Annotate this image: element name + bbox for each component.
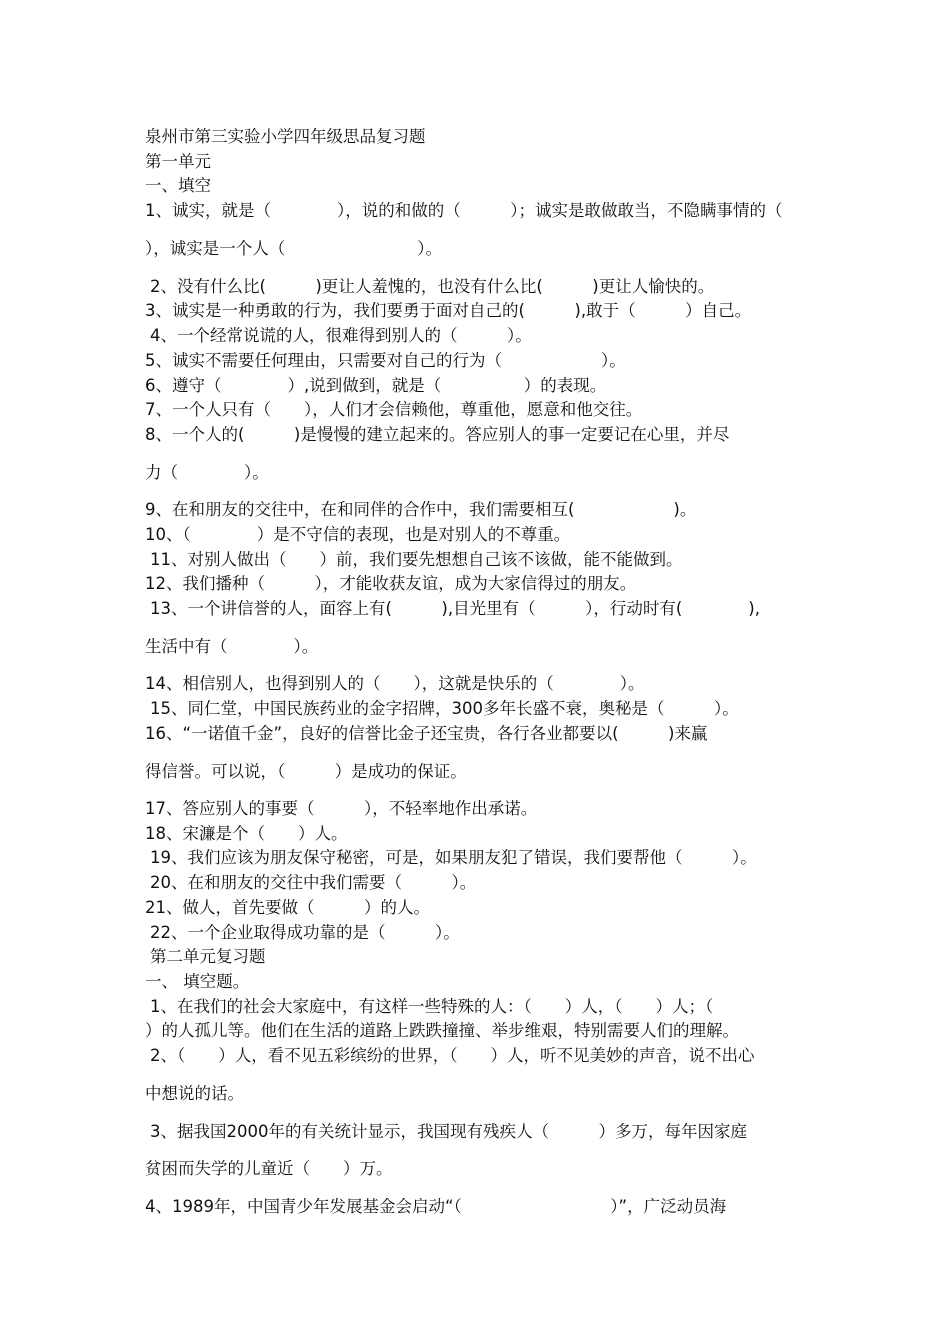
question-line: 生活中有（ ）。 <box>145 637 319 656</box>
question-line: 10、（ ）是不守信的表现，也是对别人的不尊重。 <box>145 525 571 544</box>
question-line: 9、在和朋友的交往中，在和同伴的合作中，我们需要相互( )。 <box>145 500 697 519</box>
question-line: 13、一个讲信誉的人，面容上有( ),目光里有（ ），行动时有( ), <box>150 599 760 618</box>
question-line: 21、做人，首先要做（ ）的人。 <box>145 898 430 917</box>
question-line: 2、没有什么比( )更让人羞愧的，也没有什么比( )更让人愉快的。 <box>150 277 715 296</box>
question-line: 1、在我们的社会大家庭中，有这样一些特殊的人：（ ）人，（ ）人；（ <box>150 997 714 1016</box>
question-line: 7、一个人只有（ ），人们才会信赖他，尊重他，愿意和他交往。 <box>145 400 643 419</box>
question-line: 15、同仁堂，中国民族药业的金字招牌，300多年长盛不衰，奥秘是（ ）。 <box>150 699 739 718</box>
question-line: 19、我们应该为朋友保守秘密，可是，如果朋友犯了错误，我们要帮他（ ）。 <box>150 848 757 867</box>
question-line: 18、宋濂是个（ ）人。 <box>145 824 348 843</box>
question-line: 力（ ）。 <box>145 463 269 482</box>
question-line: 6、遵守（ ）,说到做到，就是（ ）的表现。 <box>145 376 607 395</box>
unit1-heading: 第一单元 <box>145 152 211 171</box>
question-line: 5、诚实不需要任何理由，只需要对自己的行为（ ）。 <box>145 351 626 370</box>
question-line: 11、对别人做出（ ）前，我们要先想想自己该不该做，能不能做到。 <box>150 550 683 569</box>
question-line: 4、一个经常说谎的人，很难得到别人的（ ）。 <box>150 326 532 345</box>
question-line: 中想说的话。 <box>145 1084 244 1103</box>
question-line: ）的人孤儿等。他们在生活的道路上跌跌撞撞、举步维艰，特别需要人们的理解。 <box>145 1021 739 1040</box>
document-title: 泉州市第三实验小学四年级思品复习题 <box>145 127 426 146</box>
question-line: 4、1989年，中国青少年发展基金会启动“（ ）”，广泛动员海 <box>145 1197 727 1216</box>
question-line: 14、相信别人，也得到别人的（ ），这就是快乐的（ ）。 <box>145 674 645 693</box>
question-line: 1、诚实，就是（ ），说的和做的（ ）；诚实是敢做敢当，不隐瞒事情的（ <box>145 201 783 220</box>
question-line: ），诚实是一个人（ ）。 <box>145 239 442 258</box>
question-line: 2、（ ）人，看不见五彩缤纷的世界，（ ）人，听不见美妙的声音，说不出心 <box>150 1046 755 1065</box>
question-line: 16、“一诺值千金”，良好的信誉比金子还宝贵，各行各业都要以( )来赢 <box>145 724 708 743</box>
question-line: 贫困而失学的儿童近（ ）万。 <box>145 1159 393 1178</box>
question-line: 20、在和朋友的交往中我们需要（ ）。 <box>150 873 477 892</box>
question-line: 3、诚实是一种勇敢的行为，我们要勇于面对自己的( ),敢于（ ）自己。 <box>145 301 752 320</box>
question-line: 22、一个企业取得成功靠的是（ ）。 <box>150 923 460 942</box>
question-line: 12、我们播种（ ），才能收获友谊，成为大家信得过的朋友。 <box>145 574 637 593</box>
question-line: 17、答应别人的事要（ ），不轻率地作出承诺。 <box>145 799 538 818</box>
unit2-section-heading: 一、 填空题。 <box>145 972 250 991</box>
question-line: 得信誉。可以说，（ ）是成功的保证。 <box>145 762 467 781</box>
question-line: 3、据我国2000年的有关统计显示，我国现有残疾人（ ）多万，每年因家庭 <box>150 1122 747 1141</box>
question-line: 8、一个人的( )是慢慢的建立起来的。答应别人的事一定要记在心里，并尽 <box>145 425 730 444</box>
unit1-section-heading: 一、填空 <box>145 176 211 195</box>
unit2-heading: 第二单元复习题 <box>150 947 266 966</box>
